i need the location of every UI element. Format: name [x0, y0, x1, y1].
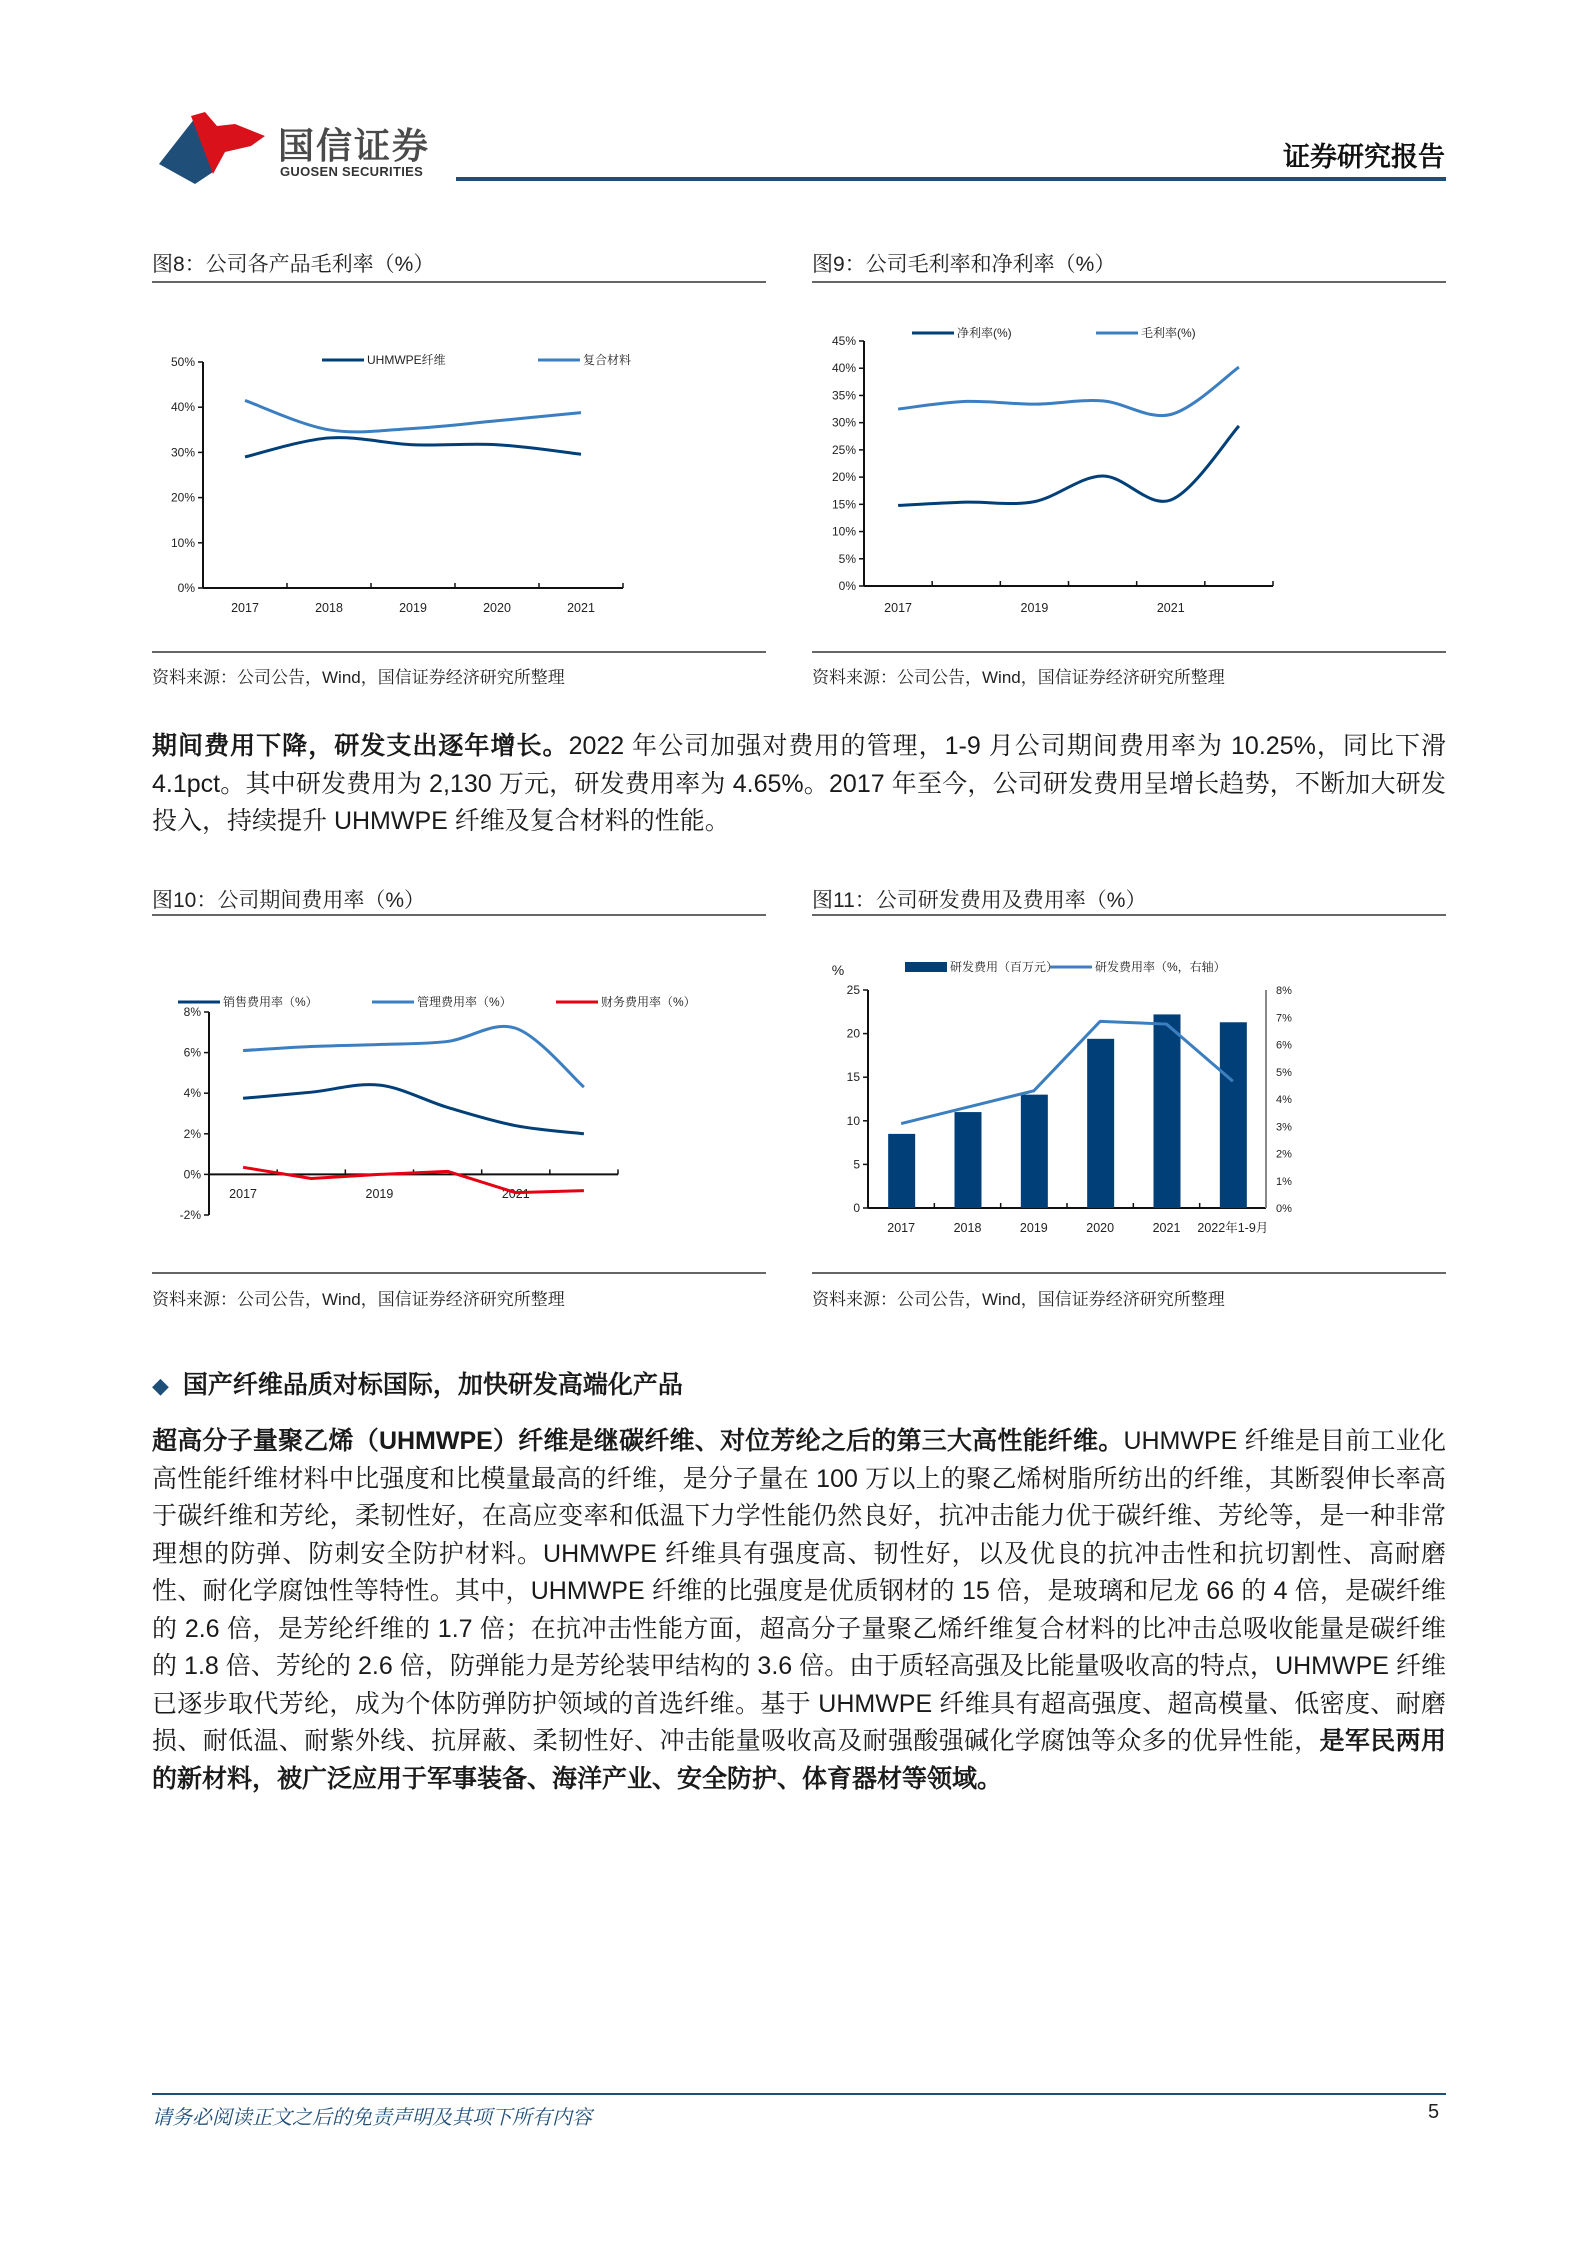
fig11-bar — [1087, 1039, 1114, 1208]
footer-disclaimer: 请务必阅读正文之后的免责声明及其项下所有内容 — [152, 2107, 592, 2129]
fig10-x-tick-label: 2017 — [229, 1187, 257, 1201]
fig10-legend-label: 财务费用率（%） — [601, 995, 696, 1009]
fig10-series-line — [243, 1085, 584, 1134]
fig11-y-tick-label: 0 — [853, 1201, 860, 1215]
fig11-y-tick-label: 20 — [846, 1026, 860, 1041]
fig11-y-tick-label: 25 — [846, 983, 860, 997]
fig9-y-tick-label: 25% — [831, 442, 856, 457]
fig8-y-tick-label: 20% — [170, 490, 195, 505]
fig11-y2-tick-label: 4% — [1276, 1094, 1292, 1106]
fig9-y-tick-label: 0% — [838, 579, 856, 593]
section-heading-text: 国产纤维品质对标国际，加快研发高端化产品 — [182, 1371, 683, 1399]
fig9-y-tick-label: 15% — [831, 497, 856, 512]
fig9-y-tick-label: 40% — [831, 361, 856, 376]
paragraph-uhmwpe-tail: 是军民两用的新材料，被广泛应用于军事装备、海洋产业、安全防护、体育器材等领域。 — [152, 1727, 1446, 1793]
fig8-y-tick-label: 0% — [177, 581, 195, 595]
fig11-y2-tick-label: 1% — [1276, 1175, 1292, 1188]
fig8-y-tick-label: 40% — [170, 400, 195, 415]
fig10-y-tick-label: 2% — [183, 1126, 201, 1141]
diamond-bullet-icon: ◆ — [152, 1373, 169, 1398]
fig8-title: 图8：公司各产品毛利率（%） — [152, 253, 435, 276]
fig8-legend-label: 复合材料 — [583, 353, 632, 367]
fig11-y2-tick-label: 5% — [1276, 1066, 1292, 1079]
fig10-legend-label: 管理费用率（%） — [417, 995, 512, 1009]
fig8-y-tick-label: 50% — [170, 355, 195, 369]
fig11-x-tick-label: 2020 — [1086, 1221, 1115, 1235]
fig10-x-tick-label: 2021 — [501, 1187, 530, 1201]
fig11-x-tick-label: 2017 — [887, 1221, 916, 1235]
fig10-source: 资料来源：公司公告，Wind，国信证券经济研究所整理 — [152, 1290, 565, 1309]
fig8-legend-label: UHMWPE纤维 — [367, 353, 446, 367]
logo-text-cn: 国信证券 — [278, 125, 431, 166]
fig10-legend-label: 销售费用率（%） — [223, 995, 318, 1009]
fig11-y-tick-label: 5 — [853, 1157, 860, 1172]
fig11-legend-swatch — [905, 962, 947, 972]
report-type: 证券研究报告 — [1283, 142, 1445, 172]
page-number: 5 — [1428, 2101, 1440, 2123]
fig10-y-tick-label: 4% — [183, 1086, 201, 1101]
fig11-title: 图11：公司研发费用及费用率（%） — [812, 889, 1147, 912]
fig11-bar — [1021, 1095, 1048, 1208]
fig8-x-tick-label: 2017 — [231, 601, 259, 615]
fig11-y2-tick-label: 8% — [1276, 985, 1292, 997]
fig11-bar — [888, 1134, 915, 1208]
fig11-x-tick-label: 2022年1-9月 — [1197, 1221, 1269, 1235]
fig11-legend-label: 研发费用率（%，右轴） — [1095, 960, 1226, 974]
fig10-y-tick-label: 8% — [183, 1005, 201, 1019]
fig11-y2-tick-label: 3% — [1276, 1121, 1292, 1134]
fig9-title: 图9：公司毛利率和净利率（%） — [812, 253, 1116, 276]
fig9-source: 资料来源：公司公告，Wind，国信证券经济研究所整理 — [812, 668, 1225, 687]
fig11-y2-tick-label: 6% — [1276, 1039, 1292, 1052]
fig8-x-tick-label: 2018 — [315, 601, 343, 615]
fig11-legend-label: 研发费用（百万元） — [950, 960, 1059, 974]
fig9-series-line — [898, 367, 1239, 415]
fig9-y-tick-label: 35% — [831, 388, 856, 403]
fig11-y2-tick-label: 2% — [1276, 1148, 1292, 1161]
fig10-series-line — [243, 1026, 584, 1087]
fig9-series-line — [898, 426, 1239, 505]
fig11-y-tick-label: 10 — [846, 1113, 860, 1128]
fig9-legend-label: 毛利率(%) — [1141, 326, 1196, 340]
fig8-series-line — [245, 400, 581, 431]
fig10-x-tick-label: 2019 — [365, 1187, 394, 1201]
fig8-y-tick-label: 10% — [170, 535, 195, 550]
fig9-y-tick-label: 10% — [831, 524, 856, 539]
paragraph-expenses-body: 2022 年公司加强对费用的管理，1-9 月公司期间费用率为 10.25%，同比下滑 4.1pct。其中研发费用为 2,130 万元，研发费用率为 4.65%。2017 年至今，公司研发费用呈增长趋势，不断加大研发投入，持续提升 UHMWPE 纤维及复合材料的性能。 — [152, 732, 1446, 835]
fig8-series-line — [245, 438, 581, 457]
fig8-x-tick-label: 2019 — [399, 601, 427, 615]
fig11-bar — [955, 1112, 982, 1208]
fig9-x-tick-label: 2017 — [884, 601, 912, 615]
fig9-y-tick-label: 30% — [831, 415, 856, 430]
fig9-y-tick-label: 5% — [838, 551, 856, 566]
fig10-y-tick-label: 6% — [183, 1045, 201, 1060]
fig11-series-line — [901, 1021, 1233, 1123]
fig11-source: 资料来源：公司公告，Wind，国信证券经济研究所整理 — [812, 1290, 1225, 1309]
fig10-title: 图10：公司期间费用率（%） — [152, 889, 426, 912]
fig11-x-tick-label: 2018 — [953, 1221, 982, 1235]
paragraph-uhmwpe-lead: 超高分子量聚乙烯（UHMWPE）纤维是继碳纤维、对位芳纶之后的第三大高性能纤维。 — [152, 1427, 1124, 1455]
fig10-y-tick-label: -2% — [179, 1208, 201, 1222]
fig11-y-label: % — [831, 962, 845, 978]
fig11-x-tick-label: 2019 — [1019, 1221, 1048, 1235]
paragraph-expenses-lead: 期间费用下降，研发支出逐年增长。 — [152, 732, 569, 760]
fig11-bar — [1154, 1014, 1181, 1208]
fig8-x-tick-label: 2020 — [483, 601, 511, 615]
fig11-y-tick-label: 15 — [846, 1070, 860, 1085]
fig11-bar — [1220, 1022, 1247, 1208]
fig8-x-tick-label: 2021 — [567, 601, 595, 615]
fig8-y-tick-label: 30% — [170, 445, 195, 460]
paragraph-uhmwpe-body: UHMWPE 纤维是目前工业化高性能纤维材料中比强度和比模量最高的纤维，是分子量在 100 万以上的聚乙烯树脂所纺出的纤维，其断裂伸长率高于碳纤维和芳纶，柔韧性好，在高应变率和低温下力学性能仍然良好，抗冲击能力优于碳纤维、芳纶等，是一种非常理想的防弹、防刺安全防护材料。UHMWPE 纤维具有强度高、韧性好，以及优良的抗冲击性和抗切割性、高耐磨性、耐化学腐蚀性等特性。其中，UHMWPE 纤维的比强度是优质钢材的 15 倍，是玻璃和尼龙 66 的 4 倍，是碳纤维的 2.6 倍，是芳纶纤维的 1.7 倍；在抗冲击性能方面，超高分子量聚乙烯纤维复合材料的比冲击总吸收能量是碳纤维的 1.8 倍、芳纶的 2.6 倍，防弹能力是芳纶装甲结构的 3.6 倍。由于质轻高强及比能量吸收高的特点，UHMWPE 纤维已逐步取代芳纶，成为个体防弹防护领域的首选纤维。基于 UHMWPE 纤维具有超高强度、超高模量、低密度、耐磨损、耐低温、耐紫外线、抗屏蔽、柔韧性好、冲击能量吸收高及耐强酸强碱化学腐蚀等众多的优异性能， — [152, 1427, 1446, 1755]
fig11-y2-tick-label: 7% — [1276, 1012, 1292, 1025]
fig11-x-tick-label: 2021 — [1152, 1221, 1181, 1235]
logo-text-en: GUOSEN SECURITIES — [280, 164, 424, 179]
fig10-y-tick-label: 0% — [183, 1167, 201, 1182]
fig9-x-tick-label: 2019 — [1020, 601, 1049, 615]
fig9-y-tick-label: 20% — [831, 470, 856, 485]
fig8-source: 资料来源：公司公告，Wind，国信证券经济研究所整理 — [152, 668, 565, 687]
fig9-x-tick-label: 2021 — [1156, 601, 1185, 615]
fig9-y-tick-label: 45% — [831, 334, 856, 348]
fig11-y2-tick-label: 0% — [1276, 1203, 1292, 1215]
fig9-legend-label: 净利率(%) — [957, 326, 1012, 340]
